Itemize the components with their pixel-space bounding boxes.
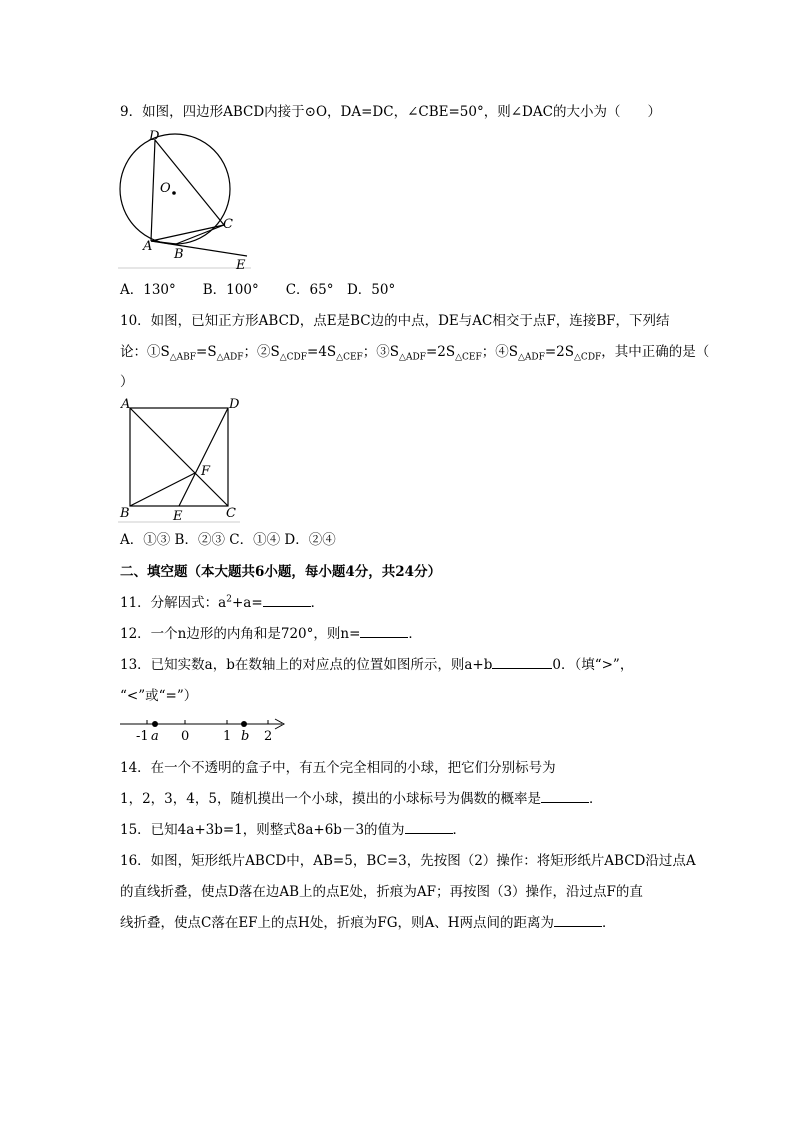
point-b [241, 721, 247, 727]
answer-blank [541, 790, 589, 803]
label-o: O [160, 181, 171, 196]
label-b: B [120, 506, 130, 521]
segment-de [179, 408, 228, 506]
label-e: E [173, 509, 183, 524]
answer-blank [554, 914, 602, 927]
q14-line2: 1，2，3，4，5，随机摸出一个小球，摸出的小球标号为偶数的概率是 ． [120, 791, 603, 807]
q11: 11．分解因式：$a^2+a=$ ． [120, 594, 325, 611]
answer-blank [360, 625, 408, 638]
segment-ac [151, 225, 224, 241]
ray-ae [151, 241, 247, 256]
segment-da [151, 140, 155, 241]
tick-label-one: 1 [223, 729, 232, 744]
q10-stem-line2: 论：$①S_{\triangle ABF}=S_{\triangle ADF}$；$②S_{\triangle CDF}=4S_{\triangle CEF}$；$③S_{\triangle ADF}=2S_{\triangle CEF}$；$④S_{\triangle ADF}=2S_{\triangle CDF}$，其中正确的是（ [120, 344, 710, 363]
q9-figure [118, 128, 258, 273]
diagonal-ac [130, 408, 228, 506]
q13-line2: “<”或“=”） [120, 688, 198, 704]
label-b: b [241, 729, 250, 744]
q13-line1: 13．已知实数a，b在数轴上的对应点的位置如图所示，则a+b 0．（填“>”， [120, 657, 634, 673]
label-a: a [151, 729, 159, 744]
label-f: F [201, 464, 211, 479]
point-a [152, 721, 158, 727]
q10-stem-line1: 10．如图，已知正方形ABCD，点E是BC边的中点，DE与AC相交于点F，连接BF，下列结 [120, 313, 670, 329]
q12: 12．一个n边形的内角和是720°，则n= ． [120, 626, 422, 642]
section2-title: 二、填空题（本大题共6小题，每小题4分，共24分） [120, 564, 442, 580]
tick-label-minus-one: -1 [136, 729, 149, 744]
answer-blank [492, 656, 552, 669]
label-e: E [236, 258, 246, 273]
q15: 15．已知4a+3b=1，则整式8a+6b－3的值为 ． [120, 822, 467, 838]
segment-bf [130, 473, 195, 506]
label-c: C [223, 217, 233, 232]
number-line-figure [118, 713, 288, 745]
q10-options: A．①③ B．②③ C．①④ D．②④ [120, 532, 336, 548]
center-point [172, 191, 176, 195]
q16-line3: 线折叠，使点C落在EF上的点H处，折痕为FG，则A、H两点间的距离为 ． [120, 915, 616, 931]
q10-stem-line3: ） [120, 374, 134, 390]
answer-blank [405, 821, 453, 834]
q16-line2: 的直线折叠，使点D落在边AB上的点E处，折痕为AF；再按图（3）操作，沿过点F的直 [120, 884, 643, 900]
q9-stem: 9．如图，四边形ABCD内接于⊙O，DA=DC，∠CBE=50°，则∠DAC的大小为（ ） [120, 104, 661, 120]
label-a: A [121, 397, 131, 412]
q16-line1: 16．如图，矩形纸片ABCD中，AB=5，BC=3，先按图（2）操作：将矩形纸片ABCD沿过点A [120, 853, 696, 869]
tick-label-two: 2 [264, 729, 273, 744]
label-c: C [226, 506, 236, 521]
answer-blank [263, 594, 311, 607]
label-d: D [229, 397, 240, 412]
q9-options: A．130° B．100° C．65° D．50° [120, 282, 396, 298]
label-a: A [143, 239, 153, 254]
q14-line1: 14．在一个不透明的盒子中，有五个完全相同的小球，把它们分别标号为 [120, 760, 556, 776]
label-d: D [149, 129, 160, 144]
q10-figure [118, 395, 248, 525]
label-b: B [174, 247, 184, 262]
tick-label-zero: 0 [181, 729, 190, 744]
